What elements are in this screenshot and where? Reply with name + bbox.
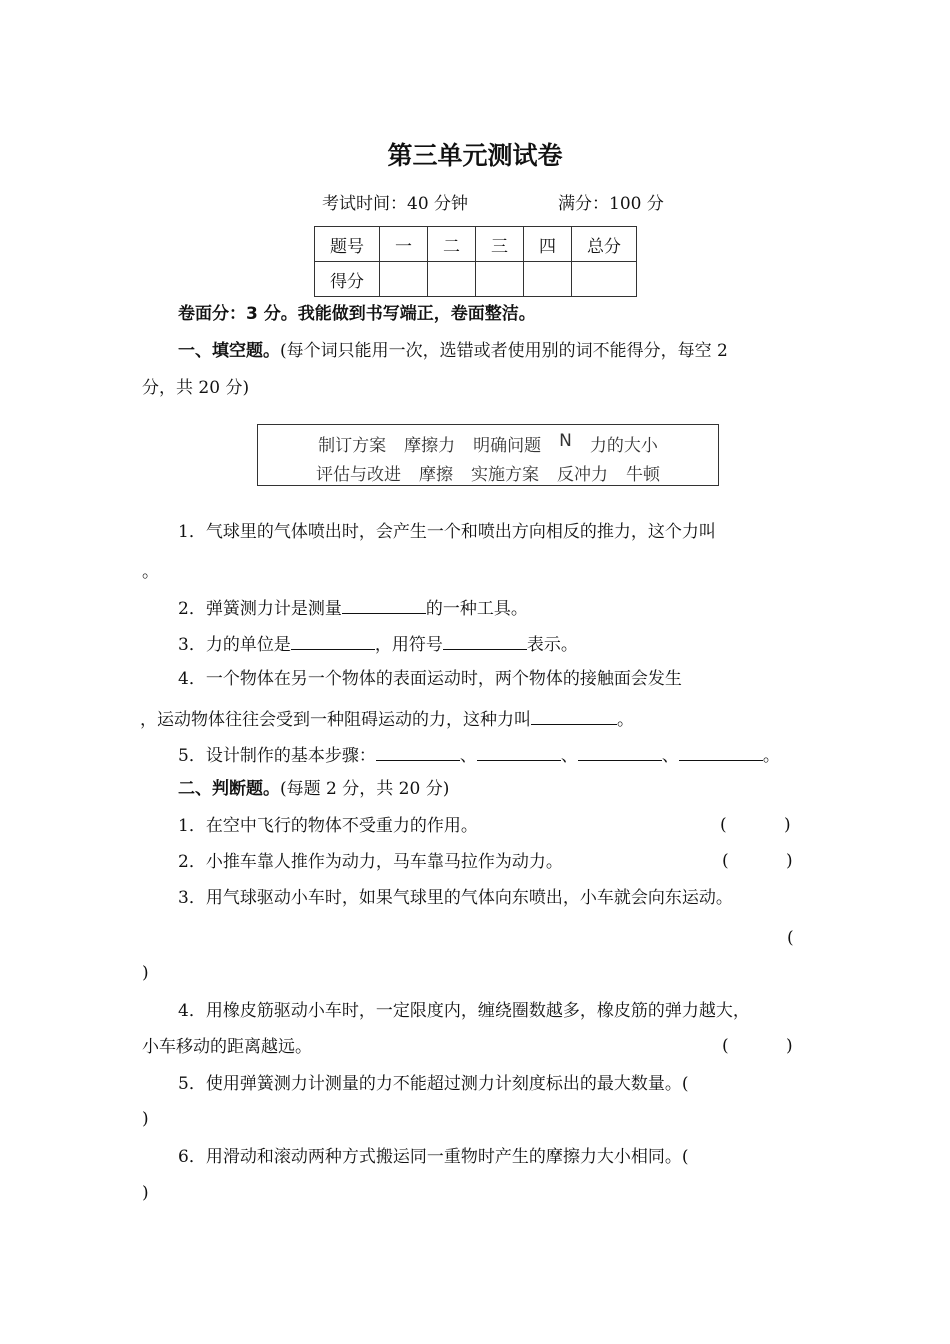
judge-q5-text: 5．使用弹簧测力计测量的力不能超过测力计刻度标出的最大数量。 (178, 1074, 682, 1094)
score-table-header-cell: 题号 (315, 227, 380, 262)
fill-q3-text: 3．力的单位是 (178, 635, 291, 655)
fill-q1-line1: 1．气球里的气体喷出时，会产生一个和喷出方向相反的推力，这个力叫 (178, 522, 716, 542)
answer-paren-open[interactable]: ( (681, 1074, 689, 1094)
page-title: 第三单元测试卷 (387, 141, 563, 170)
answer-blank[interactable] (443, 631, 527, 650)
fill-q2-text: 2．弹簧测力计是测量 (178, 599, 342, 619)
answer-blank[interactable] (679, 742, 763, 761)
answer-blank[interactable] (578, 742, 662, 761)
section1-desc-2: 分，共 20 分) (142, 378, 250, 398)
section2-heading: 二、判断题。 (178, 779, 280, 799)
score-input-cell[interactable] (380, 262, 428, 297)
score-input-cell[interactable] (572, 262, 637, 297)
score-input-cell[interactable] (524, 262, 572, 297)
fill-q5-text: 5．设计制作的基本步骤： (178, 746, 376, 766)
score-table-header-cell: 三 (476, 227, 524, 262)
section2-desc: (每题 2 分，共 20 分) (280, 779, 450, 799)
judge-q5 (178, 1073, 688, 1095)
score-table-score-row (315, 262, 637, 297)
separator: 、 (661, 746, 679, 766)
answer-paren-open[interactable]: ( (681, 1147, 689, 1167)
word-bank-item: 评估与改进 (316, 465, 401, 485)
judge-q3: 3．用气球驱动小车时，如果气球里的气体向东喷出，小车就会向东运动。 (178, 888, 733, 908)
fill-q2-text: 的一种工具。 (425, 599, 528, 619)
neatness-note: 卷面分：3 分。我能做到书写端正，卷面整洁。 (178, 304, 536, 324)
answer-paren-close: ) (142, 963, 149, 983)
word-bank-item: N (559, 431, 572, 451)
word-bank-item: 力的大小 (589, 436, 658, 456)
exam-time: 考试时间：40 分钟 (322, 194, 469, 214)
section1-desc-1: (每个词只能用一次，选错或者使用别的词不能得分，每空 2 (280, 341, 728, 361)
full-score: 满分：100 分 (558, 194, 664, 214)
answer-paren-open[interactable]: ( (720, 815, 727, 835)
fill-q1-line2: 。 (142, 562, 159, 582)
fill-q3-text: ，用符号 (374, 635, 443, 655)
fill-q3-text: 表示。 (526, 635, 578, 655)
score-row-label: 得分 (315, 262, 380, 297)
answer-paren-open[interactable]: ( (722, 1036, 729, 1056)
answer-blank[interactable] (291, 631, 375, 650)
judge-q1: 1．在空中飞行的物体不受重力的作用。 (178, 816, 478, 836)
fill-q5 (178, 742, 780, 767)
section1-heading: 一、填空题。 (178, 341, 280, 361)
score-table-header-cell: 总分 (572, 227, 637, 262)
separator: 、 (560, 746, 578, 766)
score-table-header-cell: 四 (524, 227, 572, 262)
score-table (314, 226, 637, 297)
score-table-header-cell: 二 (428, 227, 476, 262)
score-input-cell[interactable] (428, 262, 476, 297)
answer-paren-open[interactable]: ( (722, 851, 729, 871)
answer-paren-close: ) (786, 851, 793, 871)
word-bank-item: 制订方案 (318, 436, 387, 456)
word-bank (257, 424, 719, 486)
word-bank-item: 摩擦力 (404, 436, 456, 456)
word-bank-row (258, 460, 718, 485)
answer-blank[interactable] (342, 595, 426, 614)
word-bank-item: 牛顿 (626, 465, 660, 485)
answer-paren-open[interactable]: ( (787, 928, 794, 948)
answer-paren-close: ) (784, 815, 791, 835)
fill-q4-line1: 4．一个物体在另一个物体的表面运动时，两个物体的接触面会发生 (178, 669, 682, 689)
word-bank-item: 明确问题 (473, 436, 542, 456)
fill-q2 (178, 595, 528, 620)
answer-paren-close: ) (786, 1036, 793, 1056)
separator: 、 (459, 746, 477, 766)
fill-q5-end: 。 (762, 746, 780, 766)
judge-q4-line2: 小车移动的距离越远。 (142, 1037, 312, 1057)
word-bank-row (258, 431, 718, 456)
judge-q6 (178, 1146, 688, 1168)
section2-header (178, 778, 449, 800)
answer-blank[interactable] (531, 706, 617, 725)
answer-paren-close: ) (142, 1183, 149, 1203)
score-input-cell[interactable] (476, 262, 524, 297)
fill-q4-text: ，运动物体往往会受到一种阻碍运动的力，这种力叫 (140, 710, 531, 730)
fill-q3 (178, 631, 578, 656)
judge-q2: 2．小推车靠人推作为动力，马车靠马拉作为动力。 (178, 852, 563, 872)
answer-blank[interactable] (477, 742, 561, 761)
fill-q4-line2 (140, 706, 634, 731)
judge-q6-text: 6．用滑动和滚动两种方式搬运同一重物时产生的摩擦力大小相同。 (178, 1147, 682, 1167)
answer-paren-close: ) (142, 1109, 149, 1129)
section1-header (178, 340, 728, 362)
answer-blank[interactable] (376, 742, 460, 761)
score-table-header-cell: 一 (380, 227, 428, 262)
fill-q4-text: 。 (617, 710, 634, 730)
judge-q4-line1: 4．用橡皮筋驱动小车时，一定限度内，缠绕圈数越多，橡皮筋的弹力越大， (178, 1001, 750, 1021)
score-table-header-row (315, 227, 637, 262)
word-bank-item: 摩擦 (419, 465, 453, 485)
word-bank-item: 反冲力 (557, 465, 608, 485)
word-bank-item: 实施方案 (471, 465, 539, 485)
